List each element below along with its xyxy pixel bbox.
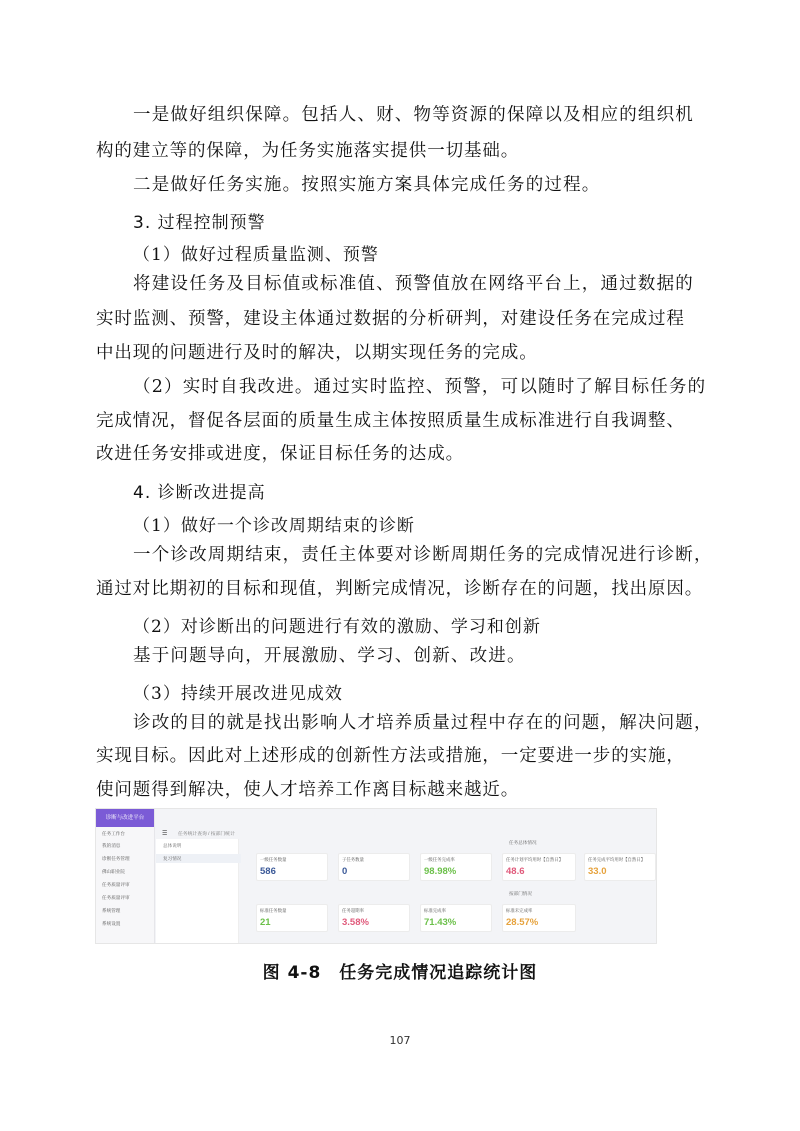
sidebar-item: 系统设置	[102, 921, 121, 926]
platform-logo: 诊断与改进平台	[96, 809, 154, 827]
page-number: 107	[389, 1034, 411, 1047]
paragraph-line: 基于问题导向，开展激励、学习、创新、改进。	[133, 646, 526, 666]
figure-screenshot	[95, 808, 657, 944]
paragraph-line: 通过对比期初的目标和现值，判断完成情况，诊断存在的问题，找出原因。	[96, 579, 704, 599]
stat-label: 子任务数量	[342, 857, 364, 862]
paragraph-line: （2）实时自我改进。通过实时监控、预警，可以随时了解目标任务的	[133, 377, 707, 397]
stat-label: 标准完成率	[424, 908, 446, 913]
stat-value: 98.98%	[424, 866, 457, 877]
menu-icon: ☰	[162, 831, 168, 837]
subsection-heading: （3）持续开展改进见成效	[133, 684, 343, 704]
stat-card	[338, 853, 410, 881]
sidebar-item: 任务质量评审	[102, 895, 130, 900]
stat-label: 任务完成平均用时【自然日】	[588, 857, 646, 862]
paragraph-line: 实现目标。因此对上述形成的创新性方法或措施，一定要进一步的实施，	[96, 746, 685, 766]
stat-label: 标准未完成率	[506, 908, 533, 913]
paragraph-line: 改进任务安排或进度，保证目标任务的达成。	[96, 444, 464, 464]
paragraph-line: 一个诊改周期结束，责任主体要对诊断周期任务的完成情况进行诊断，	[133, 545, 713, 565]
stat-label: 任务超期率	[342, 908, 364, 913]
stat-value: 0	[342, 866, 348, 877]
sidebar-item: 系统管理	[102, 908, 121, 913]
section-heading: 4. 诊断改进提高	[133, 483, 266, 503]
breadcrumb: 任务统计查询 / 按部门统计	[178, 832, 235, 837]
submenu-item-active: 复习情况	[156, 854, 241, 863]
paragraph-line: 中出现的问题进行及时的解决，以期实现任务的完成。	[96, 343, 538, 363]
stat-card	[502, 853, 576, 881]
stat-value: 3.58%	[342, 917, 369, 928]
subsection-heading: （1）做好一个诊改周期结束的诊断	[133, 516, 415, 536]
stat-label: 一级任务完成率	[424, 857, 455, 862]
sidebar-item: 佛山职业院	[102, 869, 125, 874]
section-title: 任务总体情况	[509, 840, 537, 845]
stat-value: 33.0	[588, 866, 607, 877]
paragraph-line: 实时监测、预警，建设主体通过数据的分析研判，对建设任务在完成过程	[96, 309, 685, 329]
stat-label: 任务计划平均用时【自然日】	[506, 857, 564, 862]
subsection-heading: （1）做好过程质量监测、预警	[133, 245, 379, 265]
sidebar-item: 我的消息	[102, 843, 121, 848]
stat-value: 28.57%	[506, 917, 539, 928]
stat-card	[338, 904, 410, 932]
sidebar-item: 诊断任务管理	[102, 856, 130, 861]
stat-value: 21	[260, 917, 271, 928]
stat-value: 48.6	[506, 866, 525, 877]
sidebar-item: 任务工作台	[102, 831, 125, 836]
paragraph-line: 诊改的目的就是找出影响人才培养质量过程中存在的问题，解决问题，	[133, 713, 713, 733]
stat-value: 586	[260, 866, 276, 877]
paragraph-line: 完成情况，督促各层面的质量生成主体按照质量生成标准进行自我调整、	[96, 411, 685, 431]
stat-card	[420, 853, 492, 881]
screenshot-topbar	[156, 827, 655, 839]
figure-caption: 图 4-8 任务完成情况追踪统计图	[262, 963, 538, 983]
stat-card	[502, 904, 576, 932]
paragraph-line: 构的建立等的保障，为任务实施落实提供一切基础。	[96, 141, 520, 161]
paragraph-line: 一是做好组织保障。包括人、财、物等资源的保障以及相应的组织机	[133, 105, 694, 125]
sidebar-item: 任务质量评审	[102, 882, 130, 887]
section-title: 按部门情况	[509, 891, 532, 896]
stat-label: 标准任务数量	[260, 908, 287, 913]
paragraph-line: 使问题得到解决，使人才培养工作离目标越来越近。	[96, 780, 520, 800]
stat-card	[584, 853, 656, 881]
screenshot-sidebar	[96, 809, 155, 943]
stat-card	[420, 904, 492, 932]
stat-card	[256, 904, 328, 932]
screenshot-submenu	[156, 839, 239, 943]
paragraph-line: 二是做好任务实施。按照实施方案具体完成任务的过程。	[133, 175, 601, 195]
stat-card	[256, 853, 328, 881]
subsection-heading: （2）对诊断出的问题进行有效的激励、学习和创新	[133, 617, 541, 637]
stat-value: 71.43%	[424, 917, 457, 928]
stat-label: 一级任务数量	[260, 857, 287, 862]
section-heading: 3. 过程控制预警	[133, 213, 266, 233]
paragraph-line: 将建设任务及目标值或标准值、预警值放在网络平台上，通过数据的	[133, 274, 694, 294]
submenu-item: 总体说明	[163, 843, 182, 848]
